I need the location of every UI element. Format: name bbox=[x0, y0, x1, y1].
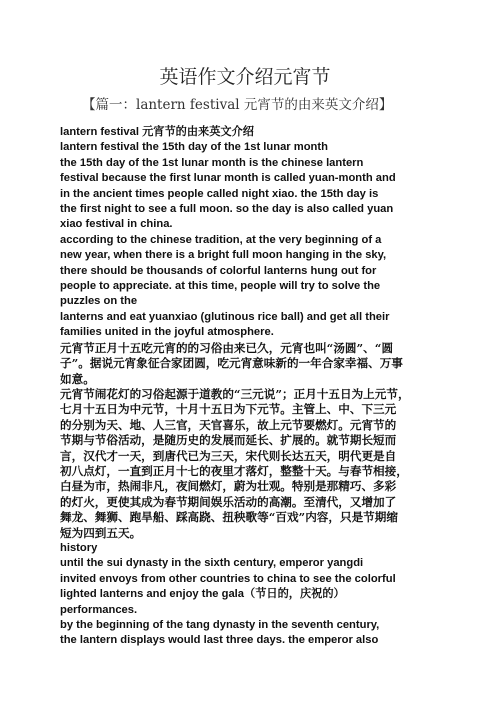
text-line: the first night to see a full moon. so the day is also called yuan bbox=[60, 203, 394, 216]
text-line: lantern festival the 15th day of the 1st lunar month bbox=[60, 141, 328, 154]
text-line: lantern festival 元宵节的由来英文介绍 bbox=[60, 126, 254, 138]
text-line: lanterns and eat yuanxiao (glutinous rice ball) and get all their bbox=[60, 310, 390, 323]
section-heading: 【篇一：lantern festival 元宵节的由来英文介绍】 bbox=[82, 97, 393, 113]
text-line: 节期与节俗活动，是随历史的发展而延长、扩展的。就节期长短而 bbox=[60, 433, 397, 448]
text-line: 的分别为天、地、人三官，天官喜乐，故上元节要燃灯。元宵节的 bbox=[60, 417, 397, 432]
text-line: 如意。 bbox=[60, 371, 95, 386]
text-line: the 15th day of the 1st lunar month is the chinese lantern bbox=[60, 156, 364, 169]
text-line: by the beginning of the tang dynasty in the seventh century, bbox=[60, 619, 380, 631]
text-line: performances. bbox=[60, 603, 138, 616]
text-line: there should be thousands of colorful lanterns hung out for bbox=[60, 264, 377, 277]
text-line: 元宵节闹花灯的习俗起源于道教的“三元说”；正月十五日为上元节， bbox=[60, 386, 410, 401]
text-line: 舞龙、舞狮、跑旱船、踩高跷、扭秧歌等“百戏”内容，只是节期缩 bbox=[60, 510, 398, 525]
text-line: until the sui dynasty in the sixth century, emperor yangdi bbox=[60, 557, 364, 570]
text-line: in the ancient times people called night xiao. the 15th day is bbox=[60, 187, 379, 200]
document-body bbox=[60, 125, 448, 649]
text-line: people to appreciate. at this time, people will try to solve the bbox=[60, 280, 381, 293]
text-line: 初八点灯，一直到正月十七的夜里才落灯，整整十天。与春节相接， bbox=[60, 463, 408, 478]
text-line: 白昼为市，热闹非凡，夜间燃灯，蔚为壮观。特别是那精巧、多彩 bbox=[60, 479, 397, 494]
text-line: puzzles on the bbox=[60, 295, 138, 308]
text-line: families united in the joyful atmosphere. bbox=[60, 326, 274, 339]
text-line: 元宵节正月十五吃元宵的的习俗由来已久，元宵也叫“汤圆”、“圆 bbox=[60, 340, 394, 355]
text-line: 的灯火，更使其成为春节期间娱乐活动的高潮。至清代，又增加了 bbox=[60, 494, 397, 509]
text-line: invited envoys from other countries to china to see the colorful bbox=[60, 572, 396, 585]
text-line: the lantern displays would last three days. the emperor also bbox=[60, 634, 379, 647]
text-line: xiao festival in china. bbox=[60, 218, 173, 231]
text-line: 短为四到五天。 bbox=[60, 525, 142, 540]
page-title: 英语作文介绍元宵节 bbox=[159, 66, 331, 88]
text-line: lighted lanterns and enjoy the gala（节日的，庆祝的） bbox=[60, 588, 345, 601]
section-label-history: history bbox=[60, 541, 98, 554]
text-line: 子”。据说元宵象征合家团圆，吃元宵意味新的一年合家幸福、万事 bbox=[60, 356, 403, 371]
text-line: according to the chinese tradition, at the very beginning of a bbox=[60, 233, 382, 246]
text-line: 言，汉代才一天，到唐代已为三天，宋代则长达五天，明代更是自 bbox=[60, 448, 397, 463]
text-line: 七月十五日为中元节，十月十五日为下元节。主管上、中、下三元 bbox=[60, 402, 397, 417]
text-line: festival because the first lunar month is called yuan-month and bbox=[60, 172, 396, 185]
text-line: new year, when there is a bright full moon hanging in the sky, bbox=[60, 249, 387, 262]
